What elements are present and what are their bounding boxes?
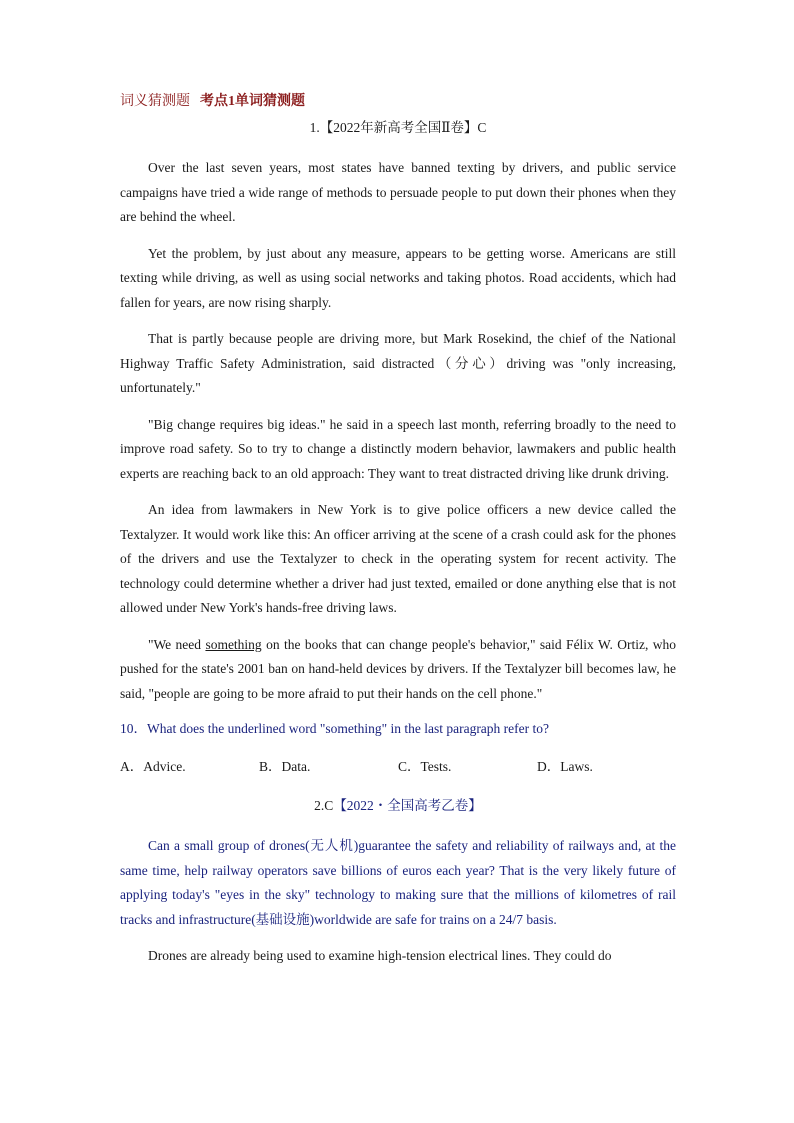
passage-paragraph: That is partly because people are driving more, but Mark Rosekind, the chief of the National Highway Traffic Safety Administration, said distracted（分心）driving was "only increasing, unfortunately."	[120, 331, 676, 395]
passage-paragraph: "Big change requires big ideas." he said in a speech last month, referring broadly to the need to improve road safety. So to try to change a distinctly modern behavior, lawmakers and public health experts are reaching back to an old approach: They want to treat distracted driving like drunk driving.	[120, 416, 676, 481]
section-title	[120, 92, 676, 112]
text-run: on the books that can change people's behavior," said Félix W. Ortiz, who pushed for the state's 2001 ban on hand-held devices by drivers. If the Textalyzer bill becomes law, he said, "people are going to be more afraid to put their hands on the cell phone."	[120, 636, 676, 701]
answer-options	[120, 756, 676, 778]
question-1-heading: 1.【2022年新高考全国Ⅱ卷】C	[309, 120, 487, 135]
question-10: 10．What does the underlined word "something" in the last paragraph refer to?	[120, 721, 550, 736]
passage-paragraph: Drones are already being used to examine high-tension electrical lines. They could do	[148, 948, 612, 963]
option-c: C．Tests.	[398, 759, 452, 774]
underlined-word: something	[205, 636, 262, 652]
passage-last-paragraph	[120, 633, 676, 707]
passage-paragraph: Yet the problem, by just about any measure, appears to be getting worse. Americans are still texting while driving, as well as using social networks and taking photos. Road accidents, which had fallen for years, are now rising sharply.	[120, 245, 676, 310]
passage-paragraph: Can a small group of drones(无人机)guarantee the safety and reliability of railways and, at the same time, help railway operators save billions of euros each year? That is the very likely future of applying today's "eyes in the sky" technology to making sure that the millions of kilometres of rail tracks and infrastructure(基础设施)worldwide are safe for trains on a 24/7 basis.	[120, 838, 676, 927]
passage-paragraph: An idea from lawmakers in New York is to give police officers a new device called the Textalyzer. It would work like this: An officer arriving at the scene of a crash could ask for the phones of the drivers and use the Textalyzer to check in the operating system for recent activity. The technology could determine whether a driver had just texted, emailed or done anything else that is not allowed under New York's hands-free driving laws.	[120, 502, 676, 615]
section-label: 词义猜测题	[120, 94, 190, 109]
text-run: "We need	[148, 636, 206, 652]
option-a: A．Advice.	[120, 759, 186, 774]
question-2-source: 【2022・全国高考乙卷】	[333, 798, 482, 813]
passage-paragraph: Over the last seven years, most states have banned texting by drivers, and public service campaigns have tried a wide range of methods to persuade people to put down their phones when they are behind the wheel.	[120, 160, 676, 224]
question-2-heading	[120, 796, 676, 816]
section-subtitle: 考点1单词猜测题	[200, 94, 305, 109]
option-d: D．Laws.	[537, 759, 593, 774]
option-b: B．Data.	[259, 759, 311, 774]
question-2-number: 2.C	[314, 798, 334, 813]
document-page	[120, 92, 676, 981]
